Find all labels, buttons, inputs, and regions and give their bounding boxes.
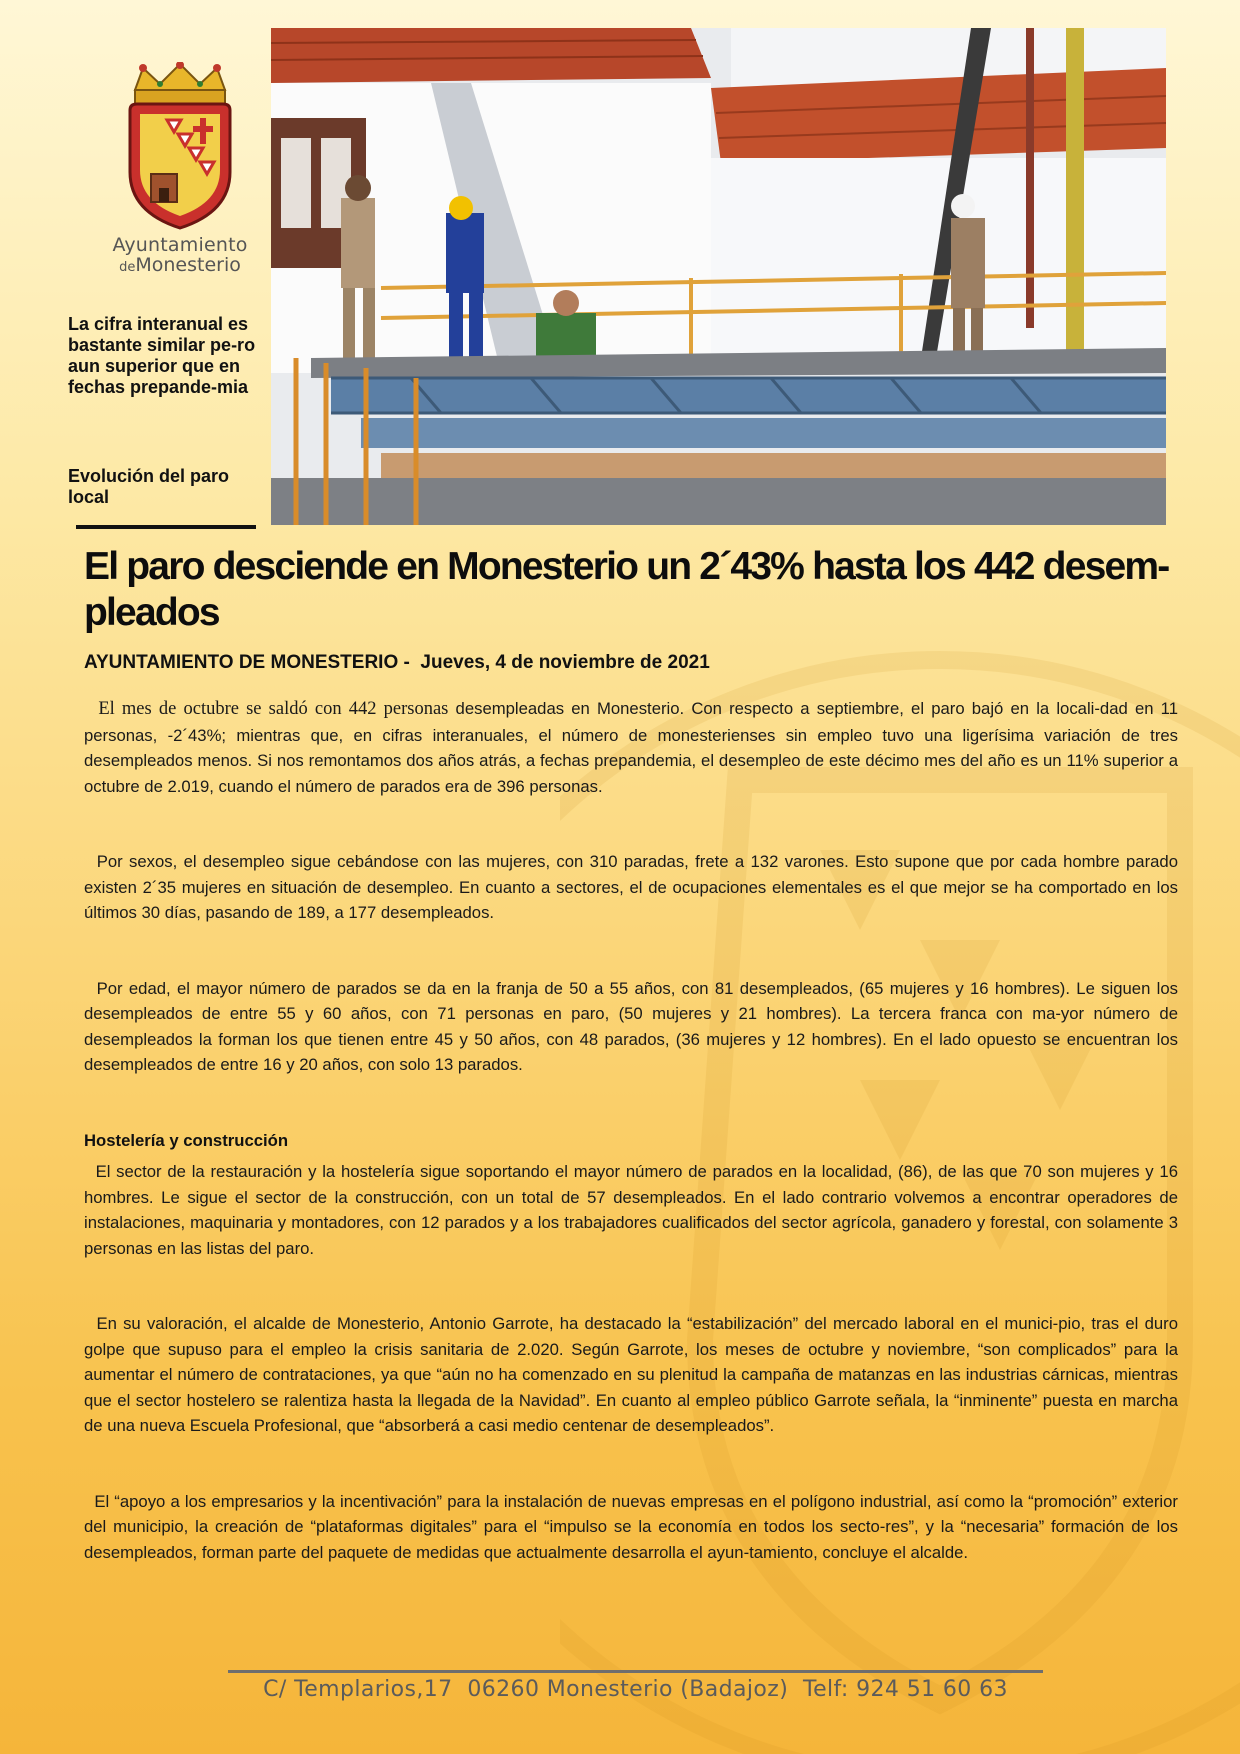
- paragraph-1-lead: El mes de octubre se saldó con 442 personas: [98, 699, 449, 719]
- paragraph-4: [84, 1159, 1178, 1261]
- logo-text-de: de: [119, 260, 136, 275]
- paragraph-3: [84, 976, 1178, 1078]
- paragraph-6: [84, 1489, 1178, 1566]
- article-body: [84, 696, 1178, 1565]
- logo-text-ayuntamiento: Ayuntamiento: [112, 234, 248, 256]
- logo-text-name: Monesterio: [135, 254, 241, 276]
- sidebar-caption: Evolución del paro local: [68, 466, 230, 507]
- photo-illustration: [271, 28, 1166, 525]
- footer-divider: [228, 1670, 1043, 1673]
- paragraph-1: [84, 696, 1178, 799]
- paragraph-2: [84, 849, 1178, 926]
- construction-workers-photo: [271, 28, 1166, 525]
- municipal-logo: [105, 62, 255, 312]
- section-subheading: Hostelería y construcción: [84, 1130, 289, 1150]
- article-byline: AYUNTAMIENTO DE MONESTERIO - Jueves, 4 de noviembre de 2021: [84, 652, 710, 673]
- paragraph-6-text: El “apoyo a los empresarios y la incentivación” para la instalación de nuevas empresas en el polígono industrial, así como la “promoción” exterior del municipio, la creación de “plataformas digitales” para el “impulso se la economía en todos los secto-res”, y la “necesaria” formación de los desempleados, forman parte del paquete de medidas que actualmente desarrolla el ayun-tamiento, concluye el alcalde.: [84, 1491, 1178, 1562]
- sidebar-blurb: La cifra interanual es bastante similar pe-ro aun superior que en fechas prepande-mia: [68, 314, 256, 397]
- footer-address: C/ Templarios,17 06260 Monesterio (Badajoz) Telf: 924 51 60 63: [263, 1677, 1008, 1702]
- paragraph-5-text: En su valoración, el alcalde de Monesterio, Antonio Garrote, ha destacado la “estabilización” del mercado laboral en el munici-pio, tras el duro golpe que supuso para el empleo la crisis sanitaria de 2.020. Según Garrote, los meses de octubre y noviembre, “son complicados” para la aumentar el número de contrataciones, ya que “aún no ha comenzado en su plenitud la campaña de matanzas en las industrias cárnicas, mientras que el sector hostelero se ralentiza hasta la llegada de la Navidad”. En cuanto al empleo público Garrote señala, la “inminente” puesta en marcha de una nueva Escuela Profesional, que “absorberá a casi medio centenar de desempleados”.: [84, 1314, 1178, 1435]
- logo-text-monesterio: [105, 254, 255, 276]
- coat-of-arms-icon: [115, 62, 245, 232]
- paragraph-4-text: El sector de la restauración y la hostelería sigue soportando el mayor número de parados en la localidad, (86), de las que 70 son mujeres y 16 hombres. Le sigue el sector de la construcción, con un total de 57 desempleados. En el lado contrario volvemos a encontrar operadores de instalaciones, maquinaria y montadores, con 12 parados y a los trabajadores cualificados del sector agrícola, ganadero y forestal, con solamente 3 personas en las listas del paro.: [84, 1162, 1178, 1258]
- paragraph-3-text: Por edad, el mayor número de parados se da en la franja de 50 a 55 años, con 81 desempleados, (65 mujeres y 16 hombres). Le siguen los desempleados de entre 55 y 60 años, con 71 personas en paro, (50 mujeres y 21 hombres). La tercera franca con ma-yor número de desempleados la forman los que tienen entre 45 y 50 años, con 48 parados, (36 mujeres y 12 hombres). En el lado opuesto se encuentran los desempleados de entre 16 y 20 años, con solo 13 parados.: [84, 978, 1178, 1074]
- sidebar-divider: [76, 525, 256, 529]
- paragraph-2-text: Por sexos, el desempleo sigue cebándose con las mujeres, con 310 paradas, frete a 132 varones. Esto supone que por cada hombre parado existen 2´35 mujeres en situación de desempleo. En cuanto a sectores, el de ocupaciones elementales es el que mejor se ha comportado en los últimos 30 días, pasando de 189, a 177 desempleados.: [84, 852, 1178, 922]
- article-headline: El paro desciende en Monesterio un 2´43% hasta los 442 desem-pleados: [84, 545, 1169, 634]
- paragraph-5: [84, 1311, 1178, 1439]
- paragraph-1-text: desempleadas en Monesterio. Con respecto a septiembre, el paro bajó en la locali-dad en 11 personas, -2´43%; mientras que, en cifras interanuales, el número de monesterienses sin empleo tuvo una ligerísima variación de tres desempleados menos. Si nos remontamos dos años atrás, a fechas prepandemia, el desempleo de este décimo mes del año es un 11% superior a octubre de 2.019, cuando el número de parados era de 396 personas.: [84, 699, 1178, 796]
